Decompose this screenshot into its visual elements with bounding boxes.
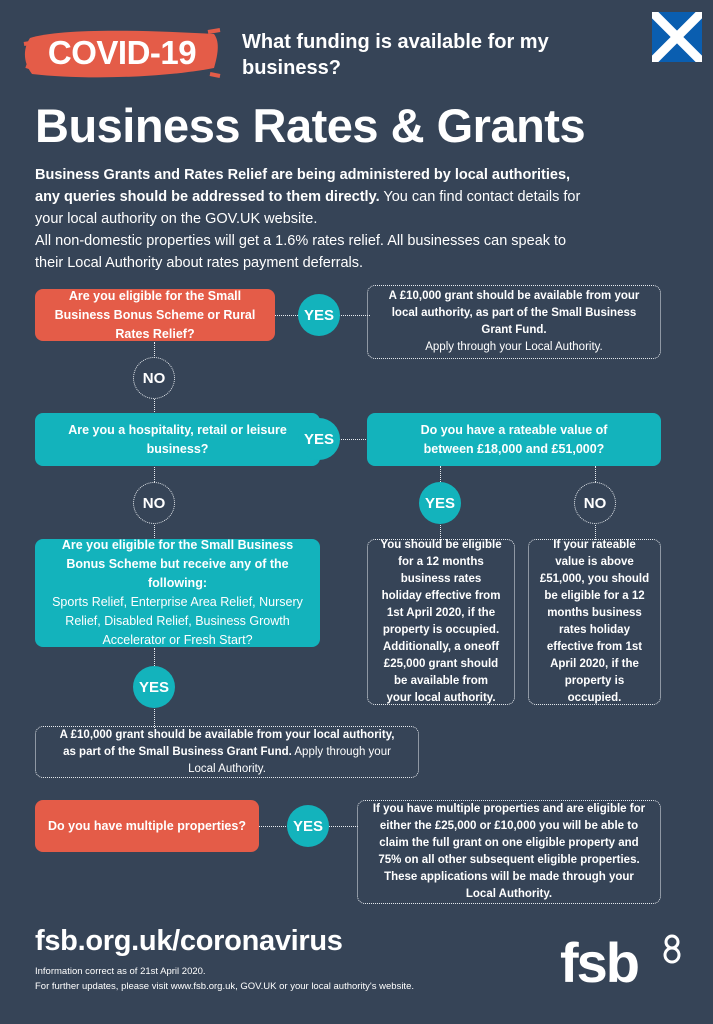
intro-normal: You can find contact details for your local authority on the GOV.UK website. — [35, 189, 581, 227]
info-date-note: Information correct as of 21st April 2020. — [35, 966, 206, 977]
question-bonus-scheme-reliefs — [35, 539, 320, 647]
yes-circle: YES — [133, 666, 175, 708]
answer-grant-10000 — [367, 285, 661, 359]
answer-multiple-properties: If you have multiple properties and are eligible for either the £25,000 or £10,000 you will be able to claim the full grant on one eligible property and 75% on all other subsequent eligible properties. These applications will be made through your Local Authority. — [357, 800, 661, 904]
header-question: What funding is available for my business? — [242, 31, 549, 79]
yes-circle: YES — [419, 482, 461, 524]
question-multiple-properties: Do you have multiple properties? — [35, 800, 259, 852]
yes-circle: YES — [287, 805, 329, 847]
no-circle: NO — [574, 482, 616, 524]
no-circle: NO — [133, 482, 175, 524]
question-rateable-value: Do you have a rateable value of between £18,000 and £51,000? — [367, 413, 661, 466]
q4-list: Sports Relief, Enterprise Area Relief, Nursery Relief, Disabled Relief, Business Growth Accelerator or Fresh Start? — [52, 595, 303, 647]
page-title: Business Rates & Grants — [35, 99, 586, 152]
answer-grant-10000-reliefs — [35, 726, 419, 778]
fsb-logo-mark-icon — [663, 934, 681, 964]
question-hospitality: Are you a hospitality, retail or leisure business? — [35, 413, 320, 466]
question-small-business-bonus: Are you eligible for the Small Business Bonus Scheme or Rural Rates Relief? — [35, 289, 275, 341]
no-circle: NO — [133, 357, 175, 399]
answer-bold: A £10,000 grant should be available from your local authority, as part of the Small Business Grant Fund. — [59, 728, 395, 758]
intro-paragraph-2: All non-domestic properties will get a 1.6% rates relief. All businesses can speak to their Local Authority about rates payment deferrals. — [35, 233, 567, 271]
yes-circle: YES — [298, 294, 340, 336]
yes-circle: YES — [298, 418, 340, 460]
fsb-logo — [560, 930, 638, 995]
answer-apply: Apply through your Local Authority. — [425, 341, 603, 353]
answer-rates-holiday-grant: You should be eligible for a 12 months business rates holiday effective from 1st April 2020, if the property is occupied. Additionally, a oneoff £25,000 grant should be available from your local authority. — [367, 539, 515, 705]
scotland-flag-icon — [652, 12, 702, 62]
fsb-logo-text: fsb — [560, 931, 638, 994]
coronavirus-url: fsb.org.uk/coronavirus — [35, 925, 343, 957]
answer-bold: A £10,000 grant should be available from your local authority, as part of the Small Business Grant Fund. — [388, 290, 640, 336]
q4-bold: Are you eligible for the Small Business Bonus Scheme but receive any of the following: — [61, 538, 294, 590]
intro-bold: Business Grants and Rates Relief are being administered by local authorities, any queries should be addressed to them directly. — [35, 167, 571, 205]
covid-badge-label: COVID-19 — [47, 34, 197, 71]
updates-note: For further updates, please visit www.fsb.org.uk, GOV.UK or your local authority's website. — [35, 981, 414, 992]
intro-paragraph — [35, 164, 595, 230]
answer-apply: Apply through your Local Authority. — [188, 745, 391, 775]
answer-rates-holiday: If your rateable value is above £51,000, you should be eligible for a 12 months business rates holiday effective from 1st April 2020, if the property is occupied. — [528, 539, 661, 705]
covid-badge — [22, 24, 222, 82]
